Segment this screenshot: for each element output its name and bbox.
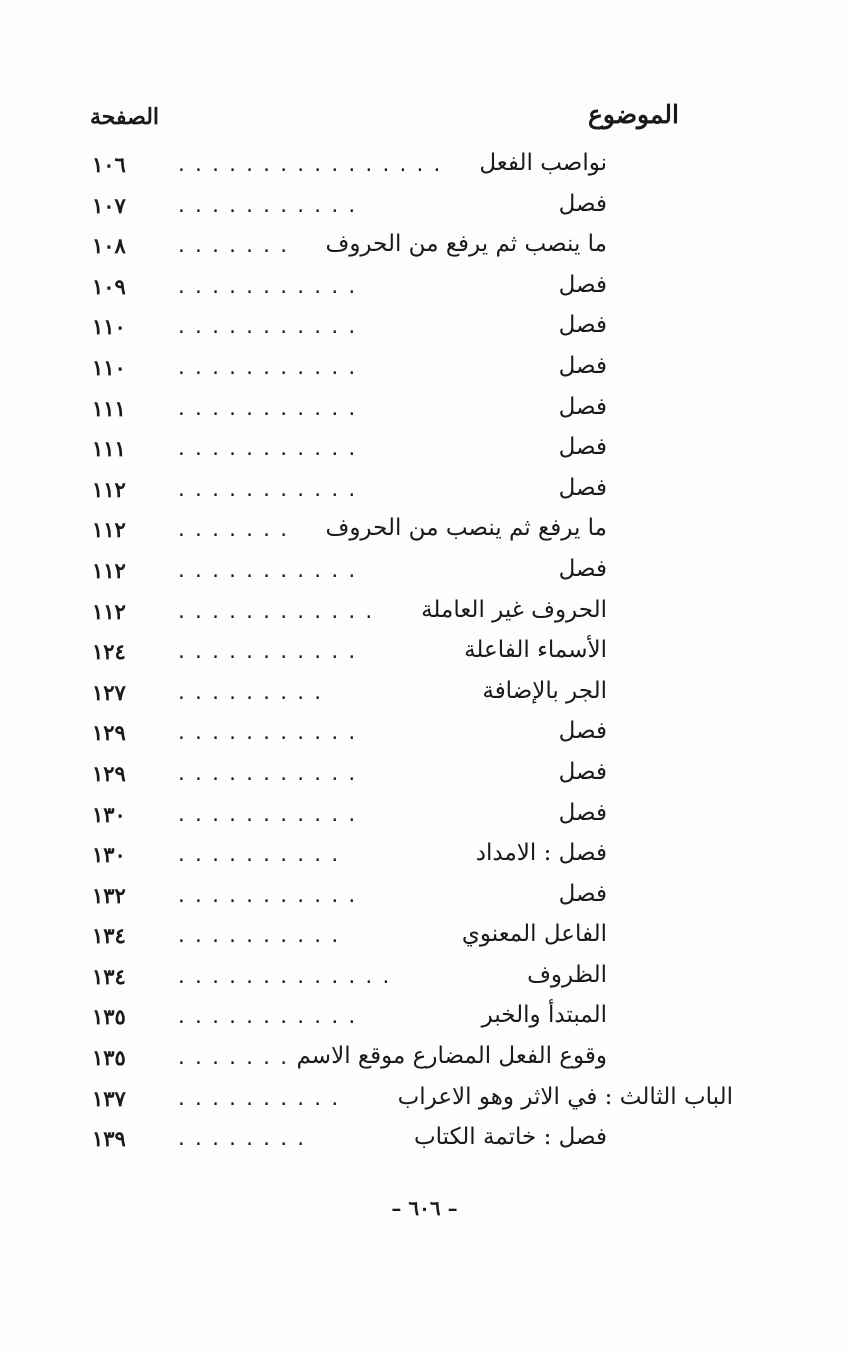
entry-title: فصل : خاتمة الكتاب xyxy=(414,1124,607,1151)
toc-entry xyxy=(0,959,849,1000)
entry-title: الفاعل المعنوي xyxy=(461,921,607,948)
toc-entry xyxy=(0,918,849,959)
entry-page-number: ١١٠ xyxy=(92,354,126,380)
entry-title: فصل xyxy=(558,434,607,461)
entry-title: فصل xyxy=(558,190,607,217)
entry-page-number: ١٢٧ xyxy=(92,679,126,705)
entry-title: فصل xyxy=(558,555,607,582)
dot-leader: ........... xyxy=(176,885,364,907)
dot-leader: ........... xyxy=(176,804,364,826)
entry-page-number: ١٢٩ xyxy=(92,720,126,746)
entry-page-number: ١٣٤ xyxy=(92,923,126,949)
entry-page-number: ١٣٢ xyxy=(92,882,126,908)
dot-leader: ....... xyxy=(176,520,296,542)
dot-leader: ........... xyxy=(176,398,364,420)
entry-title: فصل xyxy=(558,312,607,339)
entry-page-number: ١٠٦ xyxy=(92,152,126,177)
dot-leader: ....... xyxy=(176,236,296,258)
entry-title: فصل xyxy=(558,758,607,785)
entry-title: ما ينصب ثم يرفع من الحروف xyxy=(325,231,607,258)
dot-leader: ........ xyxy=(176,1129,313,1151)
entry-page-number: ١٣٧ xyxy=(92,1085,126,1111)
toc-entry xyxy=(0,715,849,756)
entry-page-number: ١٠٧ xyxy=(92,192,126,218)
entry-page-number: ١١٢ xyxy=(92,476,126,502)
entry-title: فصل xyxy=(558,393,607,420)
entry-title: المبتدأ والخبر xyxy=(481,1002,607,1029)
entry-title: الحروف غير العاملة xyxy=(421,596,607,623)
entry-title: فصل xyxy=(558,718,607,745)
toc-entry xyxy=(0,675,849,716)
toc-entry xyxy=(0,756,849,797)
dot-leader: ....... xyxy=(176,1048,296,1070)
dot-leader: .......... xyxy=(176,1088,347,1110)
page-number: – ٦٠٦ – xyxy=(391,1196,458,1220)
entry-page-number: ١٣٩ xyxy=(92,1126,126,1152)
entry-title: فصل xyxy=(558,474,607,501)
toc-entry xyxy=(0,431,849,472)
toc-entry xyxy=(0,594,849,635)
entry-title: فصل : الامداد xyxy=(475,840,607,867)
entry-page-number: ١٣٠ xyxy=(92,842,126,868)
entry-page-number: ١٣٥ xyxy=(92,1045,126,1071)
chapter-title: الباب الثالث : في الاثر وهو الاعراب xyxy=(397,1083,733,1110)
dot-leader: ........... xyxy=(176,642,364,664)
toc-entry xyxy=(0,391,849,432)
entry-title: ما يرفع ثم ينصب من الحروف xyxy=(325,515,607,542)
dot-leader: ............ xyxy=(176,601,381,623)
entry-page-number: ١٢٤ xyxy=(92,639,126,665)
toc-entry xyxy=(0,147,849,188)
toc-entry xyxy=(0,797,849,838)
toc-entry xyxy=(0,553,849,594)
entry-title: الظروف xyxy=(527,961,607,988)
dot-leader: ........... xyxy=(176,357,364,379)
table-of-contents xyxy=(0,147,849,1162)
page-column-heading: الصفحة xyxy=(90,104,160,130)
toc-entry xyxy=(0,634,849,675)
toc-entry xyxy=(0,512,849,553)
entry-page-number: ١١٢ xyxy=(92,598,126,624)
entry-page-number: ١١٠ xyxy=(92,314,126,340)
toc-entry xyxy=(0,878,849,919)
toc-entry xyxy=(0,1121,849,1162)
entry-title: نواصب الفعل xyxy=(479,150,607,176)
dot-leader: ............. xyxy=(176,966,398,988)
dot-leader: .......... xyxy=(176,926,347,948)
entry-title: وقوع الفعل المضارع موقع الاسم xyxy=(296,1043,607,1070)
dot-leader: ........... xyxy=(176,1007,364,1029)
entry-page-number: ١٠٩ xyxy=(92,273,126,299)
entry-page-number: ١١٢ xyxy=(92,557,126,583)
toc-entry xyxy=(0,309,849,350)
entry-title: فصل xyxy=(558,352,607,379)
dot-leader: ................ xyxy=(176,155,449,176)
entry-page-number: ١١١ xyxy=(92,436,126,462)
dot-leader: ........... xyxy=(176,276,364,298)
entry-page-number: ١٠٨ xyxy=(92,233,126,259)
topic-column-heading: الموضوع xyxy=(588,100,679,129)
toc-entry xyxy=(0,350,849,391)
entry-page-number: ١١١ xyxy=(92,395,126,421)
entry-page-number: ١٣٤ xyxy=(92,963,126,989)
toc-entry xyxy=(0,837,849,878)
dot-leader: ........... xyxy=(176,763,364,785)
dot-leader: .......... xyxy=(176,845,347,867)
dot-leader: ......... xyxy=(176,682,330,704)
entry-title: فصل xyxy=(558,880,607,907)
dot-leader: ........... xyxy=(176,560,364,582)
entry-title: فصل xyxy=(558,271,607,298)
entry-title: الجر بالإضافة xyxy=(482,677,607,704)
toc-entry xyxy=(0,228,849,269)
entry-page-number: ١٣٥ xyxy=(92,1004,126,1030)
toc-entry xyxy=(0,999,849,1040)
toc-entry xyxy=(0,472,849,513)
dot-leader: ........... xyxy=(176,317,364,339)
entry-page-number: ١١٢ xyxy=(92,517,126,543)
entry-title: فصل xyxy=(558,799,607,826)
dot-leader: ........... xyxy=(176,195,364,217)
entry-page-number: ١٢٩ xyxy=(92,760,126,786)
dot-leader: ........... xyxy=(176,479,364,501)
entry-page-number: ١٣٠ xyxy=(92,801,126,827)
toc-entry xyxy=(0,188,849,229)
toc-entry xyxy=(0,1081,849,1122)
entry-title: الأسماء الفاعلة xyxy=(464,637,607,664)
dot-leader: ........... xyxy=(176,723,364,745)
dot-leader: ........... xyxy=(176,439,364,461)
toc-entry xyxy=(0,269,849,310)
toc-entry xyxy=(0,1040,849,1081)
